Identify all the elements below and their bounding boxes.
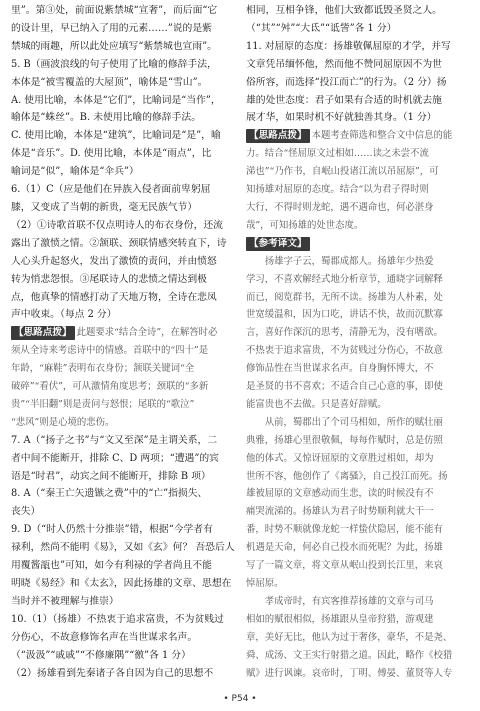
text-line: 孝成帝时，有宾客推荐扬雄的文章与司马 <box>264 595 434 607</box>
text-line: 展才华，如果时机不好就独善其身。（1 分） <box>246 112 437 124</box>
text-line: 此题要求“结合全诗”，在解答时必 <box>76 327 218 339</box>
text-line: 相如的赋很相似，扬雄跟从皇帝狩猎，游观建 <box>246 613 434 625</box>
right-column <box>246 2 470 682</box>
text-line: 转为悄悲怨恨。③尾联诗人的悲愤之情达到极 <box>11 273 207 285</box>
text-line: 修饰品性在当世谋求名声。自身胸怀博大，不 <box>246 363 434 375</box>
text-line: 俗所容，而选择“投江而亡”的行为。（2 分）扬 <box>246 76 447 88</box>
text-line: “悲风”则是心境的悲伤。 <box>11 416 115 428</box>
text-line: 文章凭吊缅怀他，然而他不赞同屈原因不为世 <box>246 58 442 70</box>
reference-translation-tag: 【参考译文】 <box>246 237 310 251</box>
text-line: 不热衷于追求富贵，不为贫贱过分伤心，不故意 <box>246 345 443 357</box>
text-line: 章，美好无比，他认为过于奢侈，豪华，不是尧、 <box>246 631 453 643</box>
text-line: 世所不容，他创作了《离骚》，自己投江而死。扬 <box>246 470 448 482</box>
answer-6: 6.（1）C（应是他们在异族入侵者面前卑躬屈 <box>11 184 211 196</box>
text-line: 露出了激愤之情。②颔联、颈联情感突转直下，诗 <box>11 237 227 249</box>
text-line: 雄被屈原的文章感动而生悲，读的时候没有不 <box>246 488 434 500</box>
text-line: 悼屈原。 <box>246 578 284 589</box>
text-line: 写了一篇文章，将文章从岷山投到长江里，来哀 <box>246 560 443 572</box>
text-line: 禁城的雨趣，所以此处应填写“紫禁城也宣雨”。 <box>11 40 217 52</box>
text-line: 点，他真挚的情感打动了天地万物，全诗在悲凤 <box>11 291 217 303</box>
text-line: 雄的处世态度：君子如果有合适的时机就去施 <box>246 94 442 106</box>
text-line: 喻词是“似”，喻体是“伞兵”） <box>11 166 139 178</box>
text-line: 明晓《易经》和《太玄》，因此扬雄的文章、思想在 <box>11 578 232 589</box>
text-line: （“汲汲”“戚戚”“不修廉隅”“徼”各 1 分） <box>11 649 191 661</box>
text-line: （2）①诗歌首联不仅点明诗人的布衣身份，还流 <box>11 219 223 231</box>
text-line: 丧失） <box>11 506 41 518</box>
text-line: 者中间不能断开，排除 C、D 两项；“遭遇”的宾 <box>11 452 219 464</box>
text-line: 学习，不喜欢解经式地分析章节，通晓字词解释 <box>246 273 443 285</box>
answer-8: 8. A（“秦王亡矢遗镞之费”中的“亡”指损失、 <box>11 488 208 500</box>
text-line: 力。结合“怪屈原文过相如……读之未尝不流 <box>246 148 429 160</box>
text-line: 禄利，然尚不能明《易》，又如《玄》何？ 吾恐后人 <box>11 542 235 554</box>
text-line: 年龄，“麻鞋”表明布衣身份；颔联关键词“全 <box>11 363 195 375</box>
thinking-hint <box>11 324 235 342</box>
text-line: 而已，阅览群书，无所不读。扬雄为人朴素，处 <box>246 291 443 303</box>
text-line: 言，喜好作深沉的思考，清静无为，没有嗜欲。 <box>246 327 443 339</box>
text-line: 贵”“半旧翻”则是责问与怒恨；尾联的“歌泣” <box>11 398 195 410</box>
text-line: 从前，蜀郡出了个司马相如，所作的赋壮丽 <box>264 416 443 428</box>
text-line: 大行，不得时则龙蛇，遇不遇命也，何必湛身 <box>246 201 434 213</box>
text-line: 扬雄字子云，蜀郡成都人。扬雄年少热爱 <box>264 255 434 267</box>
text-line: 是圣贤的书不喜欢；不适合自己心意的事，即使 <box>246 381 443 393</box>
text-line: 舜、成汤、文王实行射猎之道。因此，略作《校猎 <box>246 649 453 661</box>
text-line: 番，时势不顺就像龙蛇一样蛰伏隐居，能不能有 <box>246 524 443 536</box>
text-line: （2）扬雄看到先秦诸子各自因为自己的思想不 <box>11 667 214 679</box>
reference-translation-heading <box>246 235 470 253</box>
text-line: A. 使用比喻，本体是“它们”，比喻词是“当作”， <box>11 94 221 106</box>
thinking-hint-tag: 【思路点拨】 <box>11 326 75 340</box>
text-line: 分伤心，不故意修饰名声在当世谋求名声。 <box>11 631 198 643</box>
thinking-hint <box>246 127 470 145</box>
text-line: C. 使用比喻，本体是“建筑”，比喻词是“是”，喻 <box>11 130 221 142</box>
text-line: 能富贵也不去做。只是喜好辞赋。 <box>246 398 387 410</box>
text-line: 的设计里，早已纳入了用的元素……”说的是紫 <box>11 22 212 34</box>
text-line: 哉”，可知扬雄的处世态度。 <box>246 219 364 231</box>
text-line: 喻体是“蛛丝”。B. 未使用比喻的修辞手法。 <box>11 112 201 124</box>
text-line: 典雅，扬雄心里很敬佩，每每作赋时，总是仿照 <box>246 434 443 446</box>
answer-7: 7. A（“扬子之书”与“文又至深”是主谓关系，二 <box>11 434 218 446</box>
text-line: 痛哭流涕的。扬雄认为君子时势顺利就大干一 <box>246 506 434 518</box>
text-line: 机遇是天命，何必自己投水而死呢？为此，扬雄 <box>246 542 443 554</box>
text-line: 相同，互相争锋，他们大致都诋毁圣贤之人。 <box>246 5 442 16</box>
text-line: 世宽缓温和，因为口吃，讲话不快，故而沉默寡 <box>246 309 443 321</box>
text-line: 本题考查筛选和整合文中信息的能 <box>311 130 453 142</box>
text-line: 语是“时君”，动宾之间不能断开，排除 B 项） <box>11 470 211 482</box>
text-line: 声中收束。（每点 2 分） <box>11 309 117 321</box>
answer-10: 10.（1）（扬雄）不热衷于追求富贵，不为贫贱过 <box>11 613 224 625</box>
page-number: • P54 • <box>223 694 257 704</box>
text-line: 膝，又变成了当朝的新贵，毫无民族气节） <box>11 201 198 213</box>
answer-11: 11. 对屈原的态度：扬雄敬佩屈原的才学，并写 <box>246 40 451 52</box>
text-line: 里”。第③处，前面说紫禁城“宣奢”，而后面“它 <box>11 5 218 16</box>
text-line: 须从全诗来考虑诗中的情感。首联中的“四十”是 <box>11 345 209 357</box>
text-line: 涕也”“乃作书，自岷山投诸江流以吊屈原”，可 <box>246 166 439 178</box>
answer-9: 9. D（“时人仍然十分推崇”错，根据“今学者有 <box>11 524 213 536</box>
text-line: （“其”“舛”“大氐”“诋訾”各 1 分） <box>246 22 397 34</box>
text-line: 知扬雄对屈原的态度。结合“以为君子得时则 <box>246 184 429 196</box>
text-line: 当时并不被理解与推崇） <box>11 595 119 607</box>
text-line: 人心头升起怒火，发出了激愤的责问，并由愤怒 <box>11 255 217 267</box>
text-line: 用覆酱瓿也”可知，如今有利禄的学者尚且不能 <box>11 560 212 572</box>
text-line: 体是“音乐”。D. 使用比喻，本体是“雨点”，比 <box>11 148 212 160</box>
left-column <box>11 2 235 682</box>
thinking-hint-tag: 【思路点拨】 <box>246 129 310 143</box>
text-line: 破碎”“看伏”，可从激情角度思考；颈联的“多新 <box>11 381 209 393</box>
text-line: 他的体式。又惊讶屈原的文章胜过相如，却为 <box>246 452 434 464</box>
text-line: 本体是“被雪覆盖的大屋顶”，喻体是“雪山”。 <box>11 76 208 88</box>
answer-5: 5. B（画波浪线的句子使用了比喻的修辞手法， <box>11 58 217 70</box>
text-line: 赋》进行讽谏。哀帝时，丁明、傅晏、董贤等人专 <box>246 667 453 679</box>
